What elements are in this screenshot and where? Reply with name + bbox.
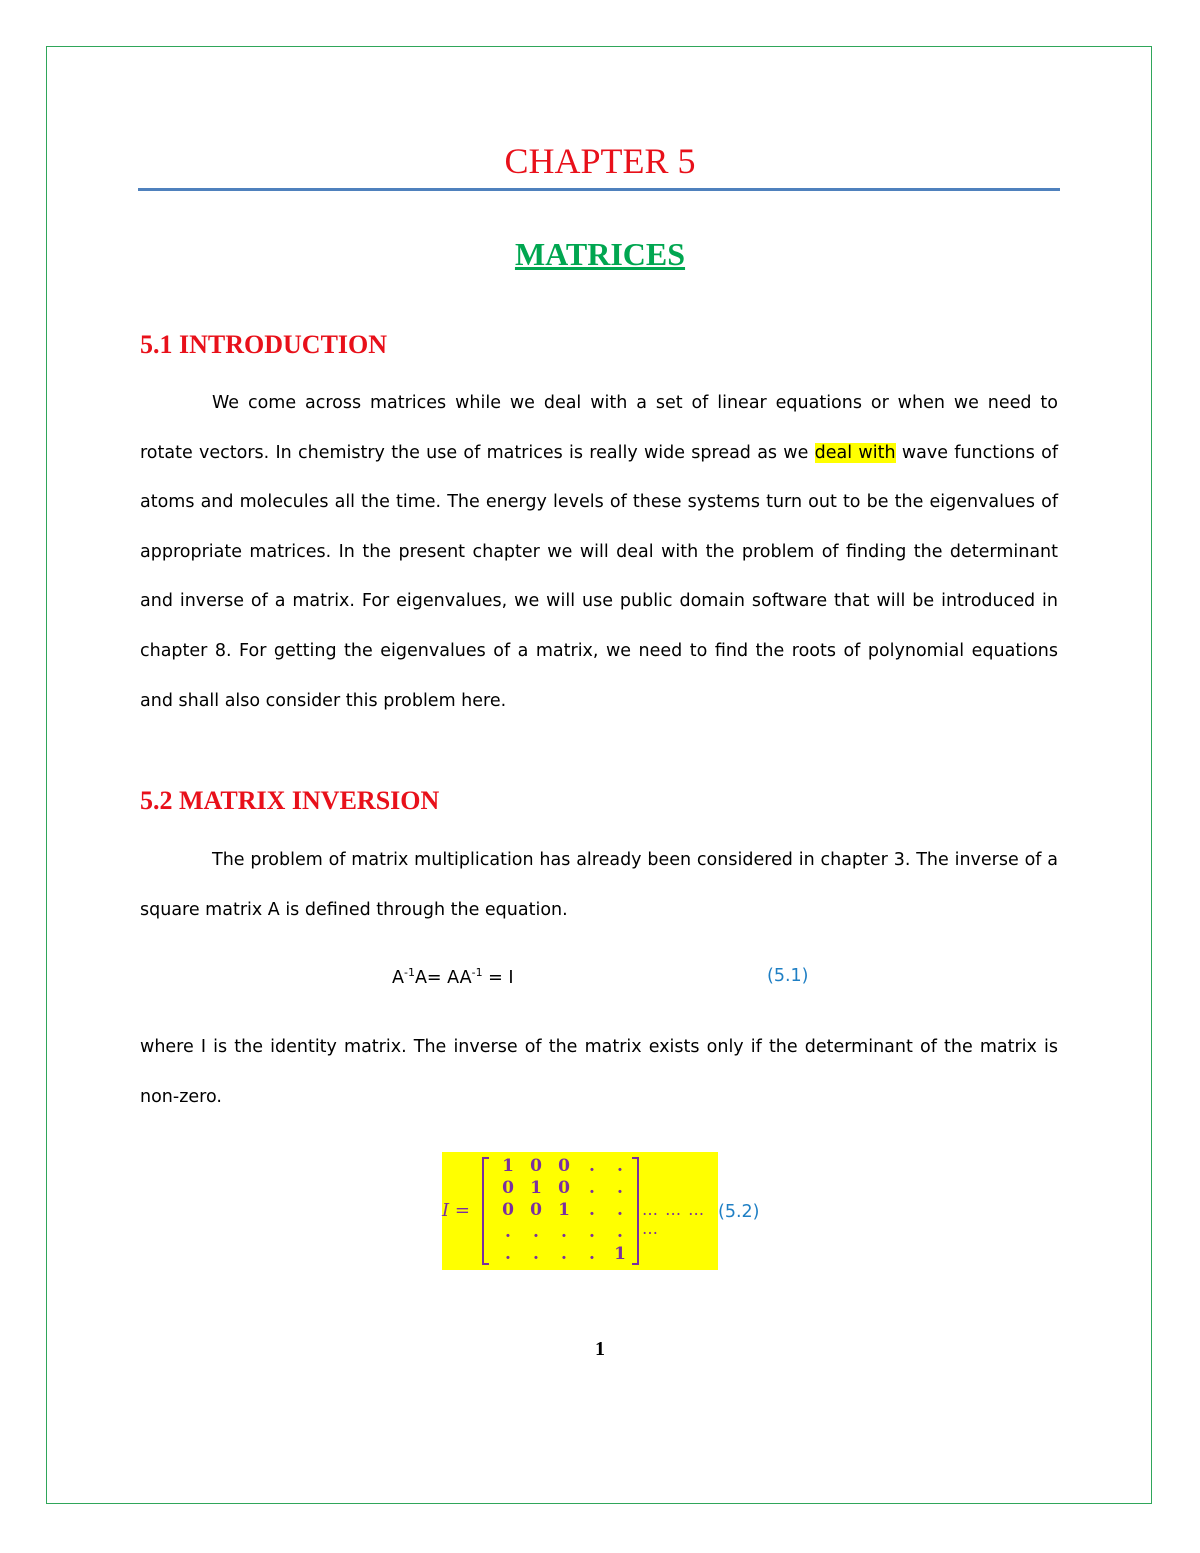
- matrix-cell: 1: [614, 1244, 626, 1264]
- equation-expression: $A^{-1}A= AA^{-1} = I$: [392, 966, 514, 988]
- equation-number: (5.1): [767, 966, 809, 986]
- matrix-cell: .: [533, 1222, 539, 1242]
- equation-5-1: [0, 966, 1200, 996]
- matrix-cell: 0: [502, 1200, 514, 1220]
- ellipsis-dots: … … … …: [642, 1200, 706, 1238]
- right-bracket: [632, 1157, 639, 1265]
- inversion-paragraph: The problem of matrix multiplication has already been considered in chapter 3. The inverse of a square matrix A is defined through the equation.: [140, 850, 1058, 920]
- matrix-cell: .: [589, 1178, 595, 1198]
- matrix-grid: [494, 1156, 634, 1266]
- matrix-cell: .: [561, 1244, 567, 1264]
- matrix-cell: .: [589, 1222, 595, 1242]
- left-bracket: [482, 1157, 489, 1265]
- matrix-cell: .: [505, 1244, 511, 1264]
- matrix-cell: .: [617, 1156, 623, 1176]
- matrix-cell: 0: [558, 1178, 570, 1198]
- matrix-cell: 0: [530, 1156, 542, 1176]
- matrix-cell: 1: [502, 1156, 514, 1176]
- matrix-cell: .: [533, 1244, 539, 1264]
- matrix-cell: .: [589, 1244, 595, 1264]
- matrix-cell: 1: [558, 1200, 570, 1220]
- matrix-cell: .: [617, 1200, 623, 1220]
- matrix-cell: .: [617, 1178, 623, 1198]
- matrix-cell: .: [617, 1222, 623, 1242]
- matrix-cell: 0: [530, 1200, 542, 1220]
- matrix-cell: 0: [558, 1156, 570, 1176]
- matrix-cell: .: [589, 1156, 595, 1176]
- highlighted-text: deal with: [814, 442, 896, 463]
- matrix-cell: .: [589, 1200, 595, 1220]
- matrix-cell: .: [505, 1222, 511, 1242]
- chapter-rule: [138, 188, 1060, 191]
- matrix-cell: 0: [502, 1178, 514, 1198]
- section-heading-matrix-inversion: 5.2 MATRIX INVERSION: [140, 786, 440, 815]
- equation-number-5-2: (5.2): [718, 1202, 760, 1222]
- chapter-heading: CHAPTER 5: [504, 141, 696, 181]
- introduction-paragraph: [140, 379, 1058, 726]
- matrix-label: I =: [442, 1200, 470, 1221]
- intro-text-part-1: We come across matrices while we deal with a set of linear equations or when we need to rotate vectors. In chemistry the use of matrices is really wide spread as we: [140, 393, 1058, 463]
- chapter-title: MATRICES: [514, 236, 686, 272]
- identity-paragraph: where I is the identity matrix. The inverse of the matrix exists only if the determinant of the matrix is non-zero.: [140, 1037, 1058, 1107]
- intro-text-part-2: wave functions of atoms and molecules all the time. The energy levels of these systems turn out to be the eigenvalues of appropriate matrices. In the present chapter we will deal with the problem of finding the determinant and inverse of a matrix. For eigenvalues, we will use public domain software that will be introduced in chapter 8. For getting the eigenvalues of a matrix, we need to find the roots of polynomial equations and shall also consider this problem here.: [140, 442, 1059, 711]
- identity-matrix-equation: [442, 1152, 760, 1270]
- matrix-cell: 1: [530, 1178, 542, 1198]
- matrix-cell: .: [561, 1222, 567, 1242]
- page-number: 1: [595, 1338, 605, 1360]
- section-heading-introduction: 5.1 INTRODUCTION: [140, 330, 388, 359]
